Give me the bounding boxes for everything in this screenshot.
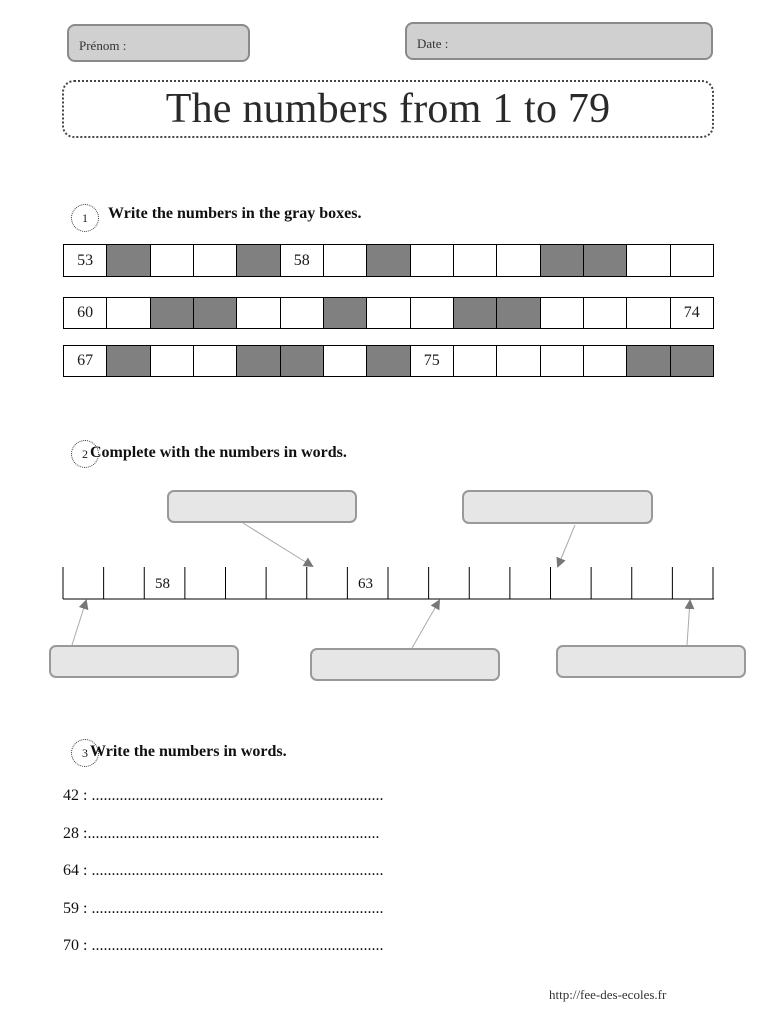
- section-2-number: 2: [71, 440, 99, 468]
- write-line-3[interactable]: 64 : .........................................................................: [63, 862, 384, 879]
- number-line-label-58: 58: [155, 576, 170, 592]
- given-number-cell: 60: [64, 298, 107, 328]
- write-line-1[interactable]: 42 : .........................................................................: [63, 787, 384, 804]
- pointer-arrow-2: [558, 525, 575, 566]
- section-3-number: 3: [71, 739, 99, 767]
- given-number-cell: 74: [671, 298, 714, 328]
- page-title: The numbers from 1 to 79: [165, 86, 611, 132]
- pointer-arrow-5: [687, 601, 690, 645]
- section-1-instruction: Write the numbers in the gray boxes.: [108, 205, 362, 222]
- pointer-arrow-4: [412, 601, 439, 648]
- write-line-5[interactable]: 70 : .........................................................................: [63, 937, 384, 954]
- given-number-cell: 67: [64, 346, 107, 376]
- source-url: http://fee-des-ecoles.fr: [549, 987, 667, 1002]
- given-number-cell: 58: [281, 245, 324, 276]
- given-number-cell: 75: [411, 346, 454, 376]
- pointer-arrow-1: [243, 523, 312, 566]
- name-label: Prénom :: [79, 38, 127, 53]
- date-label: Date :: [417, 36, 449, 51]
- section-1-number: 1: [71, 204, 99, 232]
- section-3-instruction: Write the numbers in words.: [90, 743, 287, 760]
- write-line-4[interactable]: 59 : .........................................................................: [63, 900, 384, 917]
- number-line-label-63: 63: [358, 576, 373, 592]
- given-number-cell: 53: [64, 245, 107, 276]
- pointer-arrow-3: [72, 601, 86, 645]
- write-line-2[interactable]: 28 :.........................................................................: [63, 825, 380, 842]
- section-2-instruction: Complete with the numbers in words.: [90, 444, 347, 461]
